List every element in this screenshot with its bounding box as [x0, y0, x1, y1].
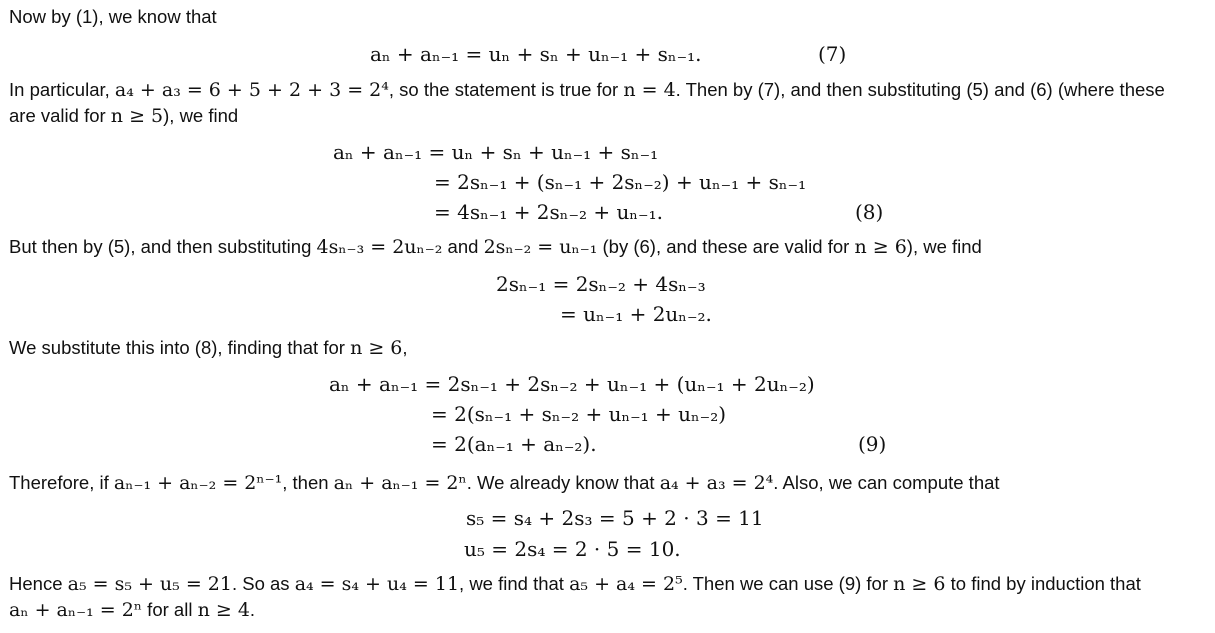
text: for all [142, 599, 198, 620]
text: are valid for [9, 105, 111, 126]
inline-math: 2sₙ₋₂ = uₙ₋₁ [483, 236, 598, 258]
equation-9-line3: = 2(aₙ₋₁ + aₙ₋₂). [431, 432, 597, 456]
text: . Then we can use (9) for [682, 573, 894, 594]
paragraph-but-then [9, 234, 982, 260]
inline-math: n ≥ 6 [854, 236, 907, 258]
equation-number-7: (7) [818, 42, 847, 66]
text: In particular, [9, 79, 115, 100]
paragraph-intro: Now by (1), we know that [9, 6, 217, 27]
text: Therefore, if [9, 472, 114, 493]
inline-math: a₄ + a₃ = 2⁴ [659, 472, 774, 494]
text: But then by (5), and then substituting [9, 236, 317, 257]
text: , so the statement is true for [388, 79, 624, 100]
paragraph-hence-line2 [9, 597, 255, 623]
paragraph-particular-line2 [9, 103, 238, 129]
text: . Also, we can compute that [773, 472, 1000, 493]
paragraph-hence-line1 [9, 571, 1141, 597]
text: , then [282, 472, 334, 493]
inline-math: n ≥ 4 [197, 599, 250, 621]
text: . So as [231, 573, 295, 594]
text: We substitute this into (8), finding that for [9, 337, 351, 358]
inline-math: aₙ₋₁ + aₙ₋₂ = 2ⁿ⁻¹ [113, 472, 283, 494]
equation-b-line1: s₅ = s₄ + 2s₃ = 5 + 2 · 3 = 11 [466, 506, 764, 530]
text: to find by induction that [945, 573, 1141, 594]
equation-number-9: (9) [858, 432, 887, 456]
equation-a-line2: = uₙ₋₁ + 2uₙ₋₂. [560, 302, 712, 326]
inline-math: n ≥ 6 [350, 337, 403, 359]
text: ), we find [163, 105, 239, 126]
equation-9-line1: aₙ + aₙ₋₁ = 2sₙ₋₁ + 2sₙ₋₂ + uₙ₋₁ + (uₙ₋₁ + 2uₙ₋₂) [329, 372, 815, 396]
text: , [402, 337, 408, 358]
text: . Then by (7), and then substituting (5) and (6) (where these [675, 79, 1165, 100]
equation-b-line2: u₅ = 2s₄ = 2 · 5 = 10. [464, 537, 681, 561]
equation-9-line2: = 2(sₙ₋₁ + sₙ₋₂ + uₙ₋₁ + uₙ₋₂) [431, 402, 727, 426]
text: ), we find [906, 236, 982, 257]
inline-math: aₙ + aₙ₋₁ = 2ⁿ [333, 472, 467, 494]
inline-math: n ≥ 5 [110, 105, 164, 127]
text: (by (6), and these are valid for [597, 236, 855, 257]
equation-7: aₙ + aₙ₋₁ = uₙ + sₙ + uₙ₋₁ + sₙ₋₁. [370, 42, 702, 66]
inline-math: aₙ + aₙ₋₁ = 2ⁿ [9, 599, 143, 621]
equation-8-line3: = 4sₙ₋₁ + 2sₙ₋₂ + uₙ₋₁. [434, 200, 663, 224]
paragraph-therefore [9, 470, 1000, 496]
paragraph-particular-line1 [9, 77, 1165, 103]
equation-number-8: (8) [855, 200, 884, 224]
inline-math: 4sₙ₋₃ = 2uₙ₋₂ [316, 236, 443, 258]
text: Hence [9, 573, 68, 594]
paragraph-substitute [9, 335, 408, 361]
equation-8-line2: = 2sₙ₋₁ + (sₙ₋₁ + 2sₙ₋₂) + uₙ₋₁ + sₙ₋₁ [434, 170, 807, 194]
inline-math: n ≥ 6 [893, 573, 946, 595]
text: . [249, 599, 256, 620]
text: and [442, 236, 484, 257]
inline-math: a₄ = s₄ + u₄ = 11 [294, 573, 460, 595]
equation-a-line1: 2sₙ₋₁ = 2sₙ₋₂ + 4sₙ₋₃ [496, 272, 706, 296]
inline-math: a₅ = s₅ + u₅ = 21 [67, 573, 232, 595]
inline-math: a₄ + a₃ = 6 + 5 + 2 + 3 = 2⁴ [114, 79, 389, 101]
equation-8-line1: aₙ + aₙ₋₁ = uₙ + sₙ + uₙ₋₁ + sₙ₋₁ [333, 140, 659, 164]
text: . We already know that [466, 472, 660, 493]
inline-math: n = 4 [623, 79, 676, 101]
inline-math: a₅ + a₄ = 2⁵ [569, 573, 683, 595]
text: , we find that [459, 573, 570, 594]
